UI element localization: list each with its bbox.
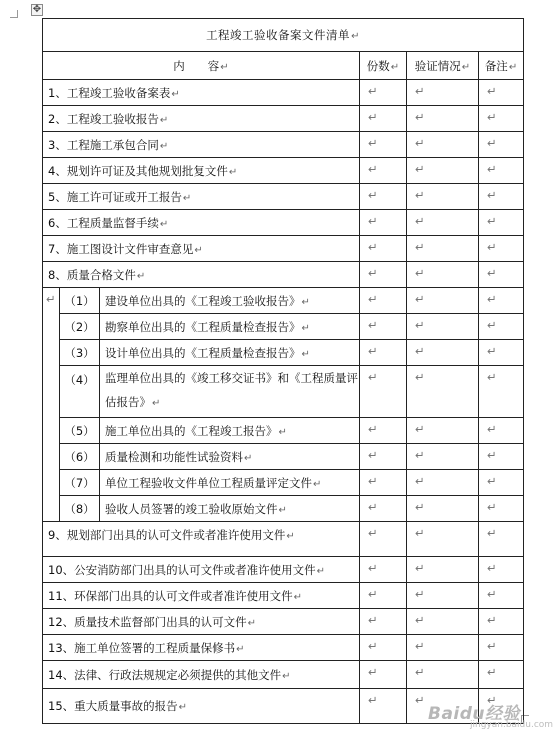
row-content-cell[interactable]: 11、环保部门出具的认可文件或者准许使用文件↵ bbox=[43, 583, 360, 609]
row-text: 10、公安消防部门出具的认可文件或者准许使用文件 bbox=[48, 562, 316, 577]
subrow-content-cell[interactable]: 勘察单位出具的《工程质量检查报告》↵ bbox=[100, 314, 360, 340]
copies-cell[interactable]: ↵ bbox=[360, 236, 407, 262]
subrow-number: （2） bbox=[64, 319, 95, 334]
subrow-content-cell[interactable]: 单位工程验收文件单位工程质量评定文件↵ bbox=[100, 470, 360, 496]
table-subrow bbox=[43, 470, 524, 496]
header-copies: 份数 bbox=[366, 58, 390, 73]
row-text: 9、规划部门出具的认可文件或者准许使用文件 bbox=[48, 528, 286, 542]
table-row bbox=[43, 106, 524, 132]
verification-cell[interactable]: ↵ bbox=[407, 418, 479, 444]
row-content-cell[interactable]: 7、施工图设计文件审查意见↵ bbox=[43, 236, 360, 262]
table-row bbox=[43, 210, 524, 236]
subrow-number-cell[interactable] bbox=[60, 314, 100, 340]
subrow-text: 监理单位出具的《竣工移交证书》和《工程质量评估报告》 bbox=[105, 371, 358, 409]
remarks-cell[interactable]: ↵ bbox=[479, 689, 524, 724]
copies-cell[interactable]: ↵ bbox=[360, 184, 407, 210]
row-text: 4、规划许可证及其他规划批复文件 bbox=[48, 163, 228, 178]
table-row bbox=[43, 661, 524, 689]
table-row bbox=[43, 158, 524, 184]
table-move-handle-icon[interactable]: ✥ bbox=[32, 4, 42, 15]
subrow-content-cell[interactable]: 建设单位出具的《工程竣工验收报告》↵ bbox=[100, 288, 360, 314]
table-subrow bbox=[43, 496, 524, 522]
subrow-number: （3） bbox=[64, 345, 95, 360]
table-row bbox=[43, 583, 524, 609]
copies-cell[interactable]: ↵ bbox=[360, 470, 407, 496]
verification-cell[interactable]: ↵ bbox=[407, 661, 479, 689]
table-row bbox=[43, 80, 524, 106]
row-text: 8、质量合格文件 bbox=[48, 267, 136, 282]
verification-cell[interactable]: ↵ bbox=[407, 288, 479, 314]
table-subrow bbox=[43, 314, 524, 340]
copies-cell[interactable]: ↵ bbox=[360, 583, 407, 609]
header-verification-cell[interactable]: 验证情况↵ bbox=[407, 52, 479, 80]
indent-cell[interactable]: ↵ bbox=[43, 288, 60, 522]
subrow-number: （7） bbox=[64, 475, 95, 490]
remarks-cell[interactable]: ↵ bbox=[479, 470, 524, 496]
subrow-text: 质量检测和功能性试验资料 bbox=[105, 449, 243, 464]
remarks-cell[interactable]: ↵ bbox=[479, 661, 524, 689]
remarks-cell[interactable]: ↵ bbox=[479, 444, 524, 470]
row-text: 13、施工单位签署的工程质量保修书 bbox=[48, 640, 236, 655]
table-subrow bbox=[43, 366, 524, 418]
verification-cell[interactable]: ↵ bbox=[407, 314, 479, 340]
verification-cell[interactable]: ↵ bbox=[407, 470, 479, 496]
remarks-cell[interactable]: ↵ bbox=[479, 418, 524, 444]
row-content-cell[interactable]: 15、重大质量事故的报告↵ bbox=[43, 689, 360, 724]
copies-cell[interactable]: ↵ bbox=[360, 340, 407, 366]
row-content-cell[interactable]: 6、工程质量监督手续↵ bbox=[43, 210, 360, 236]
remarks-cell[interactable]: ↵ bbox=[479, 262, 524, 288]
verification-cell[interactable]: ↵ bbox=[407, 609, 479, 635]
copies-cell[interactable]: ↵ bbox=[360, 314, 407, 340]
remarks-cell[interactable]: ↵ bbox=[479, 522, 524, 557]
subrow-text: 施工单位出具的《工程竣工报告》 bbox=[105, 423, 278, 438]
row-content-cell[interactable]: 2、工程竣工验收报告↵ bbox=[43, 106, 360, 132]
copies-cell[interactable]: ↵ bbox=[360, 132, 407, 158]
copies-cell[interactable]: ↵ bbox=[360, 557, 407, 583]
header-remarks: 备注 bbox=[484, 58, 508, 73]
remarks-cell[interactable]: ↵ bbox=[479, 366, 524, 418]
subrow-number: （4） bbox=[64, 373, 95, 387]
row-content-cell[interactable]: 10、公安消防部门出具的认可文件或者准许使用文件↵ bbox=[43, 557, 360, 583]
row-content-cell[interactable]: 4、规划许可证及其他规划批复文件↵ bbox=[43, 158, 360, 184]
copies-cell[interactable]: ↵ bbox=[360, 80, 407, 106]
subrow-number-cell[interactable] bbox=[60, 340, 100, 366]
table-subrow bbox=[43, 288, 524, 314]
remarks-cell[interactable]: ↵ bbox=[479, 288, 524, 314]
subrow-number-cell[interactable] bbox=[60, 496, 100, 522]
subrow-text: 设计单位出具的《工程质量检查报告》 bbox=[105, 345, 301, 360]
table-subrow bbox=[43, 340, 524, 366]
verification-cell[interactable]: ↵ bbox=[407, 340, 479, 366]
remarks-cell[interactable]: ↵ bbox=[479, 210, 524, 236]
watermark-url: jingyan.baidu.com bbox=[470, 720, 554, 730]
subrow-content-cell[interactable]: 质量检测和功能性试验资料↵ bbox=[100, 444, 360, 470]
row-text: 12、质量技术监督部门出具的认可文件 bbox=[48, 614, 247, 629]
remarks-cell[interactable]: ↵ bbox=[479, 496, 524, 522]
table-row bbox=[43, 262, 524, 288]
verification-cell[interactable]: ↵ bbox=[407, 80, 479, 106]
table-row bbox=[43, 522, 524, 557]
row-content-cell[interactable]: 12、质量技术监督部门出具的认可文件↵ bbox=[43, 609, 360, 635]
row-content-cell[interactable]: 1、工程竣工验收备案表↵ bbox=[43, 80, 360, 106]
remarks-cell[interactable]: ↵ bbox=[479, 80, 524, 106]
subrow-text: 建设单位出具的《工程竣工验收报告》 bbox=[105, 293, 301, 308]
verification-cell[interactable]: ↵ bbox=[407, 236, 479, 262]
remarks-cell[interactable]: ↵ bbox=[479, 583, 524, 609]
row-text: 2、工程竣工验收报告 bbox=[48, 111, 159, 126]
table-title-cell[interactable]: 工程竣工验收备案文件清单↵ bbox=[43, 19, 524, 52]
remarks-cell[interactable]: ↵ bbox=[479, 132, 524, 158]
copies-cell[interactable]: ↵ bbox=[360, 522, 407, 557]
copies-cell[interactable]: ↵ bbox=[360, 158, 407, 184]
copies-cell[interactable]: ↵ bbox=[360, 661, 407, 689]
row-text: 11、环保部门出具的认可文件或者准许使用文件 bbox=[48, 588, 293, 603]
subrow-text: 验收人员签署的竣工验收原始文件 bbox=[105, 501, 278, 516]
verification-cell[interactable]: ↵ bbox=[407, 496, 479, 522]
verification-cell[interactable]: ↵ bbox=[407, 366, 479, 418]
subrow-number: （1） bbox=[64, 293, 95, 308]
remarks-cell[interactable]: ↵ bbox=[479, 106, 524, 132]
row-content-cell[interactable]: 8、质量合格文件↵ bbox=[43, 262, 360, 288]
page-corner-mark bbox=[10, 10, 18, 18]
verification-cell[interactable]: ↵ bbox=[407, 210, 479, 236]
copies-cell[interactable]: ↵ bbox=[360, 689, 407, 724]
verification-cell[interactable]: ↵ bbox=[407, 522, 479, 557]
table-subrow bbox=[43, 444, 524, 470]
copies-cell[interactable]: ↵ bbox=[360, 496, 407, 522]
subrow-number: （8） bbox=[64, 501, 95, 516]
subrow-text: 勘察单位出具的《工程质量检查报告》 bbox=[105, 319, 301, 334]
row-text: 7、施工图设计文件审查意见 bbox=[48, 241, 194, 256]
remarks-cell[interactable]: ↵ bbox=[479, 314, 524, 340]
copies-cell[interactable]: ↵ bbox=[360, 366, 407, 418]
document-table bbox=[42, 18, 524, 724]
row-text: 5、施工许可证或开工报告 bbox=[48, 189, 182, 204]
row-content-cell[interactable]: 14、法律、行政法规规定必须提供的其他文件↵ bbox=[43, 661, 360, 689]
table-row bbox=[43, 609, 524, 635]
row-content-cell[interactable]: 9、规划部门出具的认可文件或者准许使用文件↵ bbox=[43, 522, 360, 557]
verification-cell[interactable]: ↵ bbox=[407, 184, 479, 210]
row-content-cell[interactable]: 5、施工许可证或开工报告↵ bbox=[43, 184, 360, 210]
table-row bbox=[43, 132, 524, 158]
remarks-cell[interactable]: ↵ bbox=[479, 557, 524, 583]
verification-cell[interactable]: ↵ bbox=[407, 444, 479, 470]
subrow-content-cell[interactable]: 验收人员签署的竣工验收原始文件↵ bbox=[100, 496, 360, 522]
verification-cell[interactable]: ↵ bbox=[407, 689, 479, 724]
row-text: 6、工程质量监督手续 bbox=[48, 215, 159, 230]
verification-cell[interactable]: ↵ bbox=[407, 583, 479, 609]
verification-cell[interactable]: ↵ bbox=[407, 106, 479, 132]
subrow-number-cell[interactable] bbox=[60, 288, 100, 314]
subrow-content-cell[interactable]: 施工单位出具的《工程竣工报告》↵ bbox=[100, 418, 360, 444]
table-subrow bbox=[43, 418, 524, 444]
copies-cell[interactable]: ↵ bbox=[360, 635, 407, 661]
remarks-cell[interactable]: ↵ bbox=[479, 340, 524, 366]
watermark-brand: Baidu经验 bbox=[428, 704, 521, 724]
subrow-number: （5） bbox=[64, 423, 95, 438]
verification-cell[interactable]: ↵ bbox=[407, 132, 479, 158]
remarks-cell[interactable]: ↵ bbox=[479, 635, 524, 661]
table-row bbox=[43, 236, 524, 262]
row-text: 15、重大质量事故的报告 bbox=[48, 699, 178, 713]
verification-cell[interactable]: ↵ bbox=[407, 262, 479, 288]
header-remarks-cell[interactable]: 备注↵ bbox=[479, 52, 524, 80]
table-row bbox=[43, 557, 524, 583]
row-text: 3、工程施工承包合同 bbox=[48, 137, 159, 152]
subrow-number-cell[interactable] bbox=[60, 470, 100, 496]
row-content-cell[interactable]: 13、施工单位签署的工程质量保修书↵ bbox=[43, 635, 360, 661]
row-text: 14、法律、行政法规规定必须提供的其他文件 bbox=[48, 667, 282, 682]
row-text: 1、工程竣工验收备案表 bbox=[48, 85, 171, 100]
copies-cell[interactable]: ↵ bbox=[360, 609, 407, 635]
table-row bbox=[43, 184, 524, 210]
table-row bbox=[43, 635, 524, 661]
copies-cell[interactable]: ↵ bbox=[360, 106, 407, 132]
copies-cell[interactable]: ↵ bbox=[360, 210, 407, 236]
subrow-text: 单位工程验收文件单位工程质量评定文件 bbox=[105, 475, 312, 490]
header-content-cell[interactable]: 内 容↵ bbox=[43, 52, 360, 80]
remarks-cell[interactable]: ↵ bbox=[479, 236, 524, 262]
subrow-number-cell[interactable] bbox=[60, 418, 100, 444]
table-title-row bbox=[43, 19, 524, 52]
remarks-cell[interactable]: ↵ bbox=[479, 158, 524, 184]
subrow-content-cell[interactable]: 设计单位出具的《工程质量检查报告》↵ bbox=[100, 340, 360, 366]
copies-cell[interactable]: ↵ bbox=[360, 444, 407, 470]
header-verification: 验证情况 bbox=[414, 58, 461, 73]
subrow-content-cell[interactable]: 监理单位出具的《竣工移交证书》和《工程质量评估报告》↵ bbox=[100, 366, 360, 418]
verification-cell[interactable]: ↵ bbox=[407, 158, 479, 184]
subrow-number: （6） bbox=[64, 449, 95, 464]
remarks-cell[interactable]: ↵ bbox=[479, 184, 524, 210]
subrow-number-cell[interactable] bbox=[60, 444, 100, 470]
header-content: 内 容 bbox=[173, 58, 220, 73]
copies-cell[interactable]: ↵ bbox=[360, 262, 407, 288]
verification-cell[interactable]: ↵ bbox=[407, 635, 479, 661]
table-title: 工程竣工验收备案文件清单 bbox=[206, 28, 351, 42]
copies-cell[interactable]: ↵ bbox=[360, 288, 407, 314]
row-content-cell[interactable]: 3、工程施工承包合同↵ bbox=[43, 132, 360, 158]
verification-cell[interactable]: ↵ bbox=[407, 557, 479, 583]
table-header-row bbox=[43, 52, 524, 80]
remarks-cell[interactable]: ↵ bbox=[479, 609, 524, 635]
header-copies-cell[interactable]: 份数↵ bbox=[360, 52, 407, 80]
copies-cell[interactable]: ↵ bbox=[360, 418, 407, 444]
subrow-number-cell[interactable] bbox=[60, 366, 100, 418]
